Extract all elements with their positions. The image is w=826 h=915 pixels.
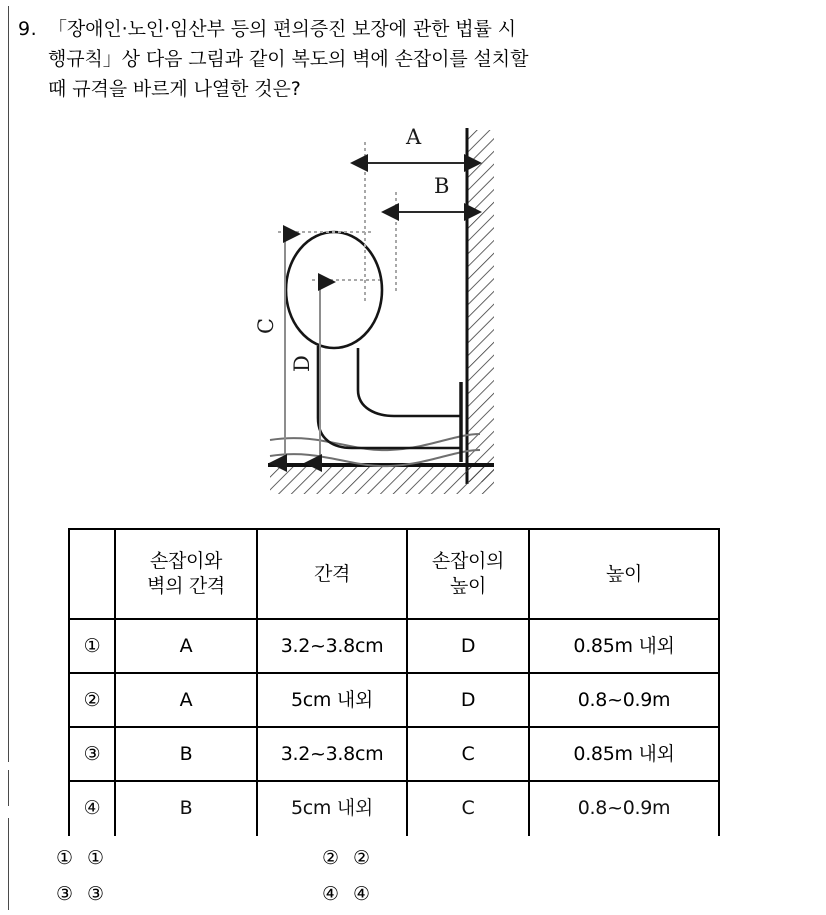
handrail-svg — [230, 122, 530, 502]
margin-rule-segment — [8, 770, 9, 806]
table-header-cell-height: 높이 — [529, 529, 719, 619]
question-number: 9. — [18, 18, 38, 40]
margin-rule-segment — [8, 6, 9, 762]
table-header-cell-handrail-height: 손잡이의 높이 — [407, 529, 529, 619]
specification-table — [68, 528, 720, 836]
dimension-label-a: A — [406, 125, 422, 149]
choice-marker-3: ③ — [56, 882, 74, 905]
choice-text-4: ④ — [353, 882, 371, 905]
table-row — [69, 781, 719, 835]
table-row — [69, 619, 719, 673]
extension-lines — [278, 142, 396, 302]
row-height-value: 0.85m 내외 — [529, 727, 719, 781]
question-first-line — [18, 14, 808, 104]
table-header-cell-wall-gap: 손잡이와 벽의 간격 — [115, 529, 257, 619]
table-header-cell-mark — [69, 529, 115, 619]
table-row — [69, 673, 719, 727]
row-height-ref: D — [407, 619, 529, 673]
question-text — [48, 14, 808, 104]
row-gap-ref: B — [115, 727, 257, 781]
answer-choice-1[interactable] — [56, 846, 322, 869]
margin-rule-segment — [8, 818, 9, 910]
row-height-ref: C — [407, 781, 529, 835]
table-header-cell-distance: 간격 — [257, 529, 407, 619]
wall-group — [467, 128, 494, 484]
row-gap-ref: A — [115, 619, 257, 673]
floor-group — [268, 465, 494, 494]
answer-choice-2[interactable] — [322, 846, 371, 869]
row-marker: ③ — [69, 727, 115, 781]
answer-choice-3[interactable] — [56, 882, 322, 905]
dimension-label-b: B — [434, 174, 450, 198]
question-line-3: 때 규격을 바르게 나열한 것은? — [48, 78, 301, 100]
question-line-2: 행규칙」상 다음 그림과 같이 복도의 벽에 손잡이를 설치할 — [48, 48, 529, 70]
row-gap-value: 3.2~3.8cm — [257, 727, 407, 781]
row-height-value: 0.8~0.9m — [529, 673, 719, 727]
table-row — [69, 727, 719, 781]
break-line-group — [270, 434, 480, 466]
row-height-value: 0.85m 내외 — [529, 619, 719, 673]
answer-choice-row — [56, 840, 556, 876]
answer-choice-list — [56, 840, 556, 912]
row-gap-value: 5cm 내외 — [257, 673, 407, 727]
row-height-ref: C — [407, 727, 529, 781]
dimension-label-d: D — [290, 355, 314, 372]
table-header-row — [69, 529, 719, 619]
choice-text-2: ② — [353, 846, 371, 869]
row-gap-ref: B — [115, 781, 257, 835]
dimension-label-c: C — [254, 317, 278, 334]
handrail-group — [286, 232, 462, 448]
question-line-1: 「장애인·노인·임산부 등의 편의증진 보장에 관한 법률 시 — [48, 18, 517, 40]
choice-marker-1: ① — [56, 846, 74, 869]
answer-choice-4[interactable] — [322, 882, 371, 905]
row-gap-ref: A — [115, 673, 257, 727]
row-gap-value: 3.2~3.8cm — [257, 619, 407, 673]
row-marker: ① — [69, 619, 115, 673]
choice-text-1: ① — [87, 846, 105, 869]
row-marker: ④ — [69, 781, 115, 835]
answer-choice-row — [56, 876, 556, 912]
row-height-ref: D — [407, 673, 529, 727]
choice-marker-4: ④ — [322, 882, 340, 905]
handrail-diagram — [230, 122, 530, 502]
row-height-value: 0.8~0.9m — [529, 781, 719, 835]
choice-marker-2: ② — [322, 846, 340, 869]
row-marker: ② — [69, 673, 115, 727]
row-gap-value: 5cm 내외 — [257, 781, 407, 835]
question-stem — [18, 14, 808, 104]
choice-text-3: ③ — [87, 882, 105, 905]
